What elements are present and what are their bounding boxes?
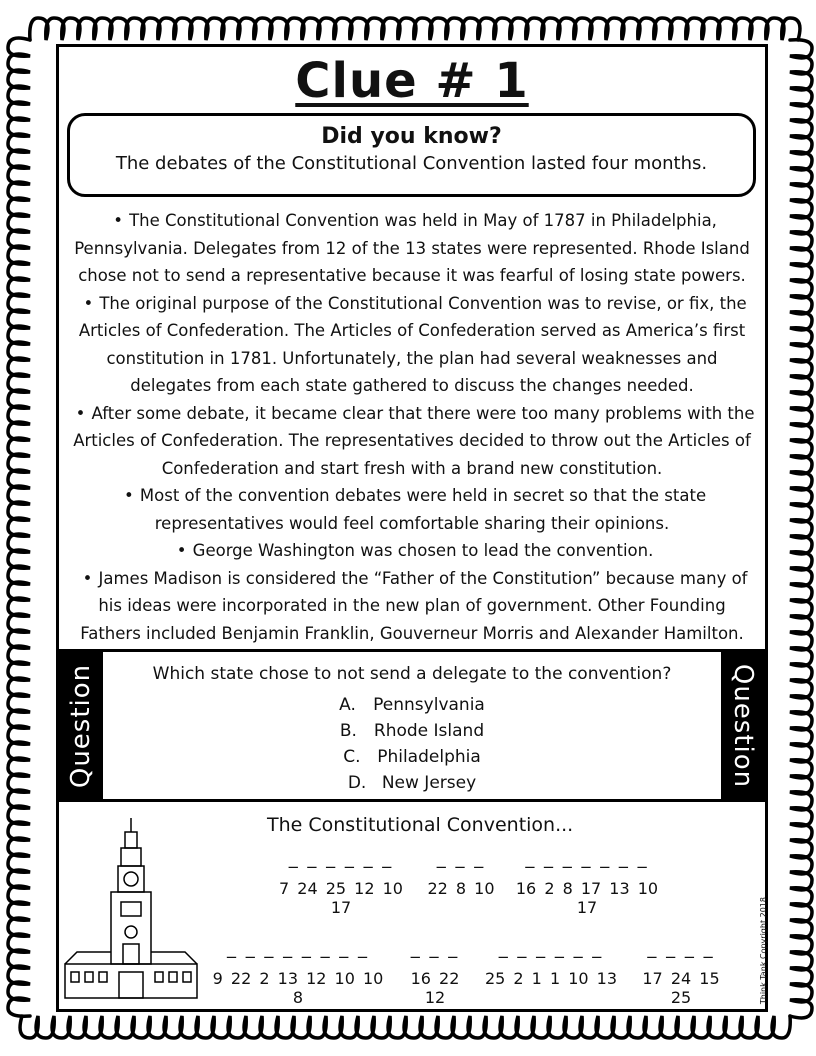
scribble-loop-stroke bbox=[790, 40, 812, 1018]
fact-text: George Washington was chosen to lead the convention. bbox=[192, 541, 654, 560]
fact-text: The Constitutional Convention was held in May of 1787 in Philadelphia, Pennsylvania. Delegates from 12 of the 13 states were represented. Rhode Island chose not to send a representative because it was fearful of losing state powers. bbox=[74, 211, 750, 285]
cipher-word[interactable] bbox=[271, 848, 411, 917]
fact-item bbox=[59, 400, 765, 483]
cipher-numbers: 17 24 15 25 bbox=[642, 969, 720, 1007]
bullet-icon: • bbox=[124, 486, 134, 505]
cipher-prompt: The Constitutional Convention... bbox=[267, 814, 574, 836]
did-you-know-heading: Did you know? bbox=[321, 124, 502, 149]
cipher-numbers: 16 22 12 bbox=[410, 969, 460, 1007]
bullet-icon: • bbox=[176, 541, 187, 560]
fact-item bbox=[59, 537, 765, 565]
cipher-word[interactable] bbox=[509, 848, 665, 917]
cipher-numbers: 16 2 8 17 13 10 17 bbox=[515, 879, 659, 917]
answer-options bbox=[59, 692, 765, 796]
question-section bbox=[59, 649, 765, 802]
fact-item bbox=[59, 565, 765, 648]
option-letter: C. bbox=[343, 747, 361, 767]
worksheet-page bbox=[56, 44, 768, 1012]
fact-list bbox=[59, 207, 765, 647]
option-letter: A. bbox=[339, 695, 356, 715]
side-label-text: Question bbox=[728, 663, 758, 788]
copyright-text: Think Tank Copyright 2018 bbox=[759, 897, 768, 1005]
answer-option[interactable] bbox=[59, 692, 765, 718]
question-prompt: Which state chose to not send a delegate to the convention? bbox=[152, 664, 672, 684]
fact-item bbox=[59, 482, 765, 537]
answer-blanks: _ _ _ _ _ _ bbox=[288, 848, 394, 869]
fact-text: After some debate, it became clear that there were too many problems with the Articles of Confederation. The representatives decided to throw out the Articles of Confederation and start fresh with a brand new constitution. bbox=[73, 403, 755, 478]
answer-blanks: _ _ _ _ bbox=[647, 938, 715, 959]
bullet-icon: • bbox=[82, 568, 93, 588]
answer-option[interactable] bbox=[59, 718, 765, 744]
scribble-loop-stroke bbox=[20, 1016, 790, 1038]
option-letter: B. bbox=[339, 721, 357, 741]
fact-text: The original purpose of the Constitutional Convention was to revise, or fix, the Articles of Confederation. The Articles of Confederation served as America’s first constitution in 1781. Unfortunately, the plan had several weaknesses and delegates from each state gathered to discuss the changes needed. bbox=[78, 293, 747, 395]
scribble-loop-stroke bbox=[8, 38, 30, 1016]
fact-item bbox=[59, 290, 765, 400]
side-label-text: Question bbox=[66, 663, 96, 788]
cipher-numbers: 25 2 1 1 10 13 bbox=[484, 969, 618, 988]
cipher-numbers: 9 22 2 13 12 10 10 8 bbox=[212, 969, 384, 1007]
bullet-icon: • bbox=[83, 293, 94, 313]
option-text: Philadelphia bbox=[377, 747, 481, 767]
option-text: New Jersey bbox=[381, 773, 477, 793]
bullet-icon: • bbox=[113, 211, 123, 230]
option-letter: D. bbox=[347, 773, 367, 793]
bullet-icon: • bbox=[75, 403, 86, 423]
fact-item bbox=[59, 207, 765, 290]
scribble-loop-stroke bbox=[30, 18, 800, 40]
cipher-word[interactable] bbox=[399, 938, 471, 1007]
cipher-word[interactable] bbox=[631, 938, 731, 1007]
title-text: Clue # 1 bbox=[295, 53, 529, 109]
option-text: Pennsylvania bbox=[373, 695, 485, 715]
cipher-numbers: 22 8 10 bbox=[427, 879, 495, 898]
answer-option[interactable] bbox=[59, 770, 765, 796]
cipher-numbers: 7 24 25 12 10 17 bbox=[279, 879, 403, 917]
answer-blanks: _ _ _ bbox=[410, 938, 460, 959]
cipher-section bbox=[59, 802, 768, 1009]
cipher-word[interactable] bbox=[483, 938, 619, 988]
fact-text: Most of the convention debates were held in secret so that the state representatives would feel comfortable sharing their opinions. bbox=[139, 486, 707, 533]
answer-blanks: _ _ _ _ _ _ _ bbox=[525, 848, 649, 869]
fact-text: James Madison is considered the “Father of the Constitution” because many of his ideas were incorporated in the new plan of government. Other Founding Fathers included Benjamin Franklin, Gouverneur Morris and Alexander Hamilton. bbox=[80, 568, 748, 643]
page-title bbox=[59, 53, 765, 109]
independence-hall-icon bbox=[63, 814, 199, 1000]
answer-blanks: _ _ _ bbox=[436, 848, 486, 869]
answer-blanks: _ _ _ _ _ _ _ _ bbox=[226, 938, 370, 959]
cipher-word[interactable] bbox=[205, 938, 391, 1007]
did-you-know-box bbox=[67, 113, 756, 197]
answer-option[interactable] bbox=[59, 744, 765, 770]
cipher-word[interactable] bbox=[425, 848, 497, 898]
did-you-know-text: The debates of the Constitutional Convention lasted four months. bbox=[115, 153, 708, 174]
option-text: Rhode Island bbox=[373, 721, 485, 741]
answer-blanks: _ _ _ _ _ _ bbox=[498, 938, 604, 959]
